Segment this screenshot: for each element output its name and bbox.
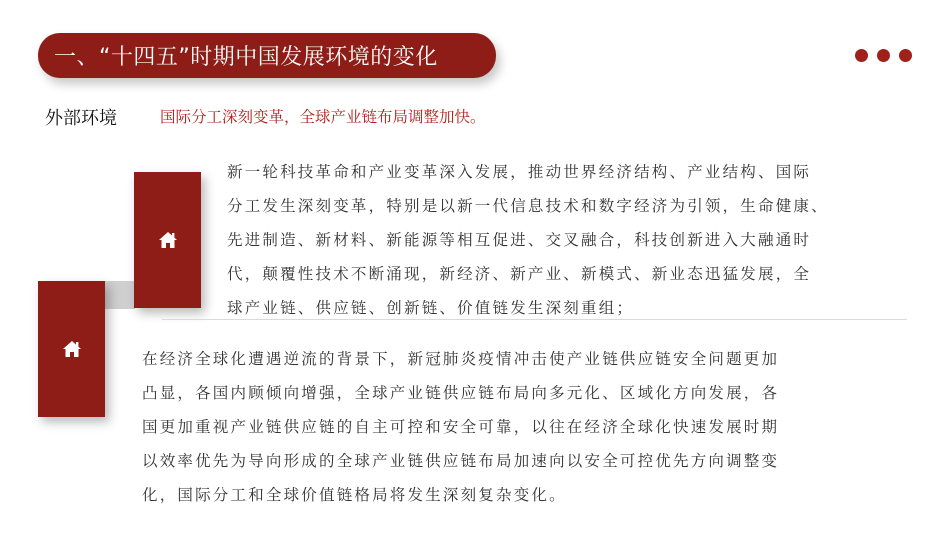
home-icon	[158, 231, 178, 249]
home-icon	[62, 340, 82, 358]
dot-icon	[855, 49, 868, 62]
page-title: 一、“十四五”时期中国发展环境的变化	[54, 45, 438, 70]
paragraph-line: 凸显，各国内顾倾向增强，全球产业链供应链布局向多元化、区域化方向发展，各	[142, 384, 780, 402]
paragraph-line: 以效率优先为导向形成的全球产业链供应链布局加速向以安全可控优先方向调整变	[142, 452, 780, 470]
section-label: 外部环境	[45, 108, 117, 129]
decorative-dots	[855, 49, 912, 62]
block-connector	[105, 281, 135, 309]
paragraph-line: 新一轮科技革命和产业变革深入发展，推动世界经济结构、产业结构、国际	[227, 163, 812, 181]
paragraph-line: 国更加重视产业链供应链的自主可控和安全可靠，以往在经济全球化快速发展时期	[142, 418, 780, 436]
paragraph-line: 先进制造、新材料、新能源等相互促进、交叉融合，科技创新进入大融通时	[227, 231, 812, 249]
decor-block-top	[134, 172, 201, 308]
paragraph-globalization	[142, 342, 900, 512]
divider	[162, 319, 907, 320]
paragraph-line: 代，颠覆性技术不断涌现，新经济、新产业、新模式、新业态迅猛发展，全	[227, 265, 812, 283]
paragraph-line: 化，国际分工和全球价值链格局将发生深刻复杂变化。	[142, 486, 567, 504]
paragraph-line: 球产业链、供应链、创新链、价值链发生深刻重组；	[227, 299, 635, 317]
paragraph-technology	[227, 155, 927, 325]
dot-icon	[877, 49, 890, 62]
paragraph-line: 在经济全球化遭遇逆流的背景下，新冠肺炎疫情冲击使产业链供应链安全问题更加	[142, 350, 780, 368]
paragraph-line: 分工发生深刻变革，特别是以新一代信息技术和数字经济为引领，生命健康、	[227, 197, 829, 215]
dot-icon	[899, 49, 912, 62]
section-subtitle: 国际分工深刻变革，全球产业链布局调整加快。	[160, 108, 486, 126]
title-banner	[38, 33, 496, 78]
decor-block-bottom	[38, 281, 105, 417]
